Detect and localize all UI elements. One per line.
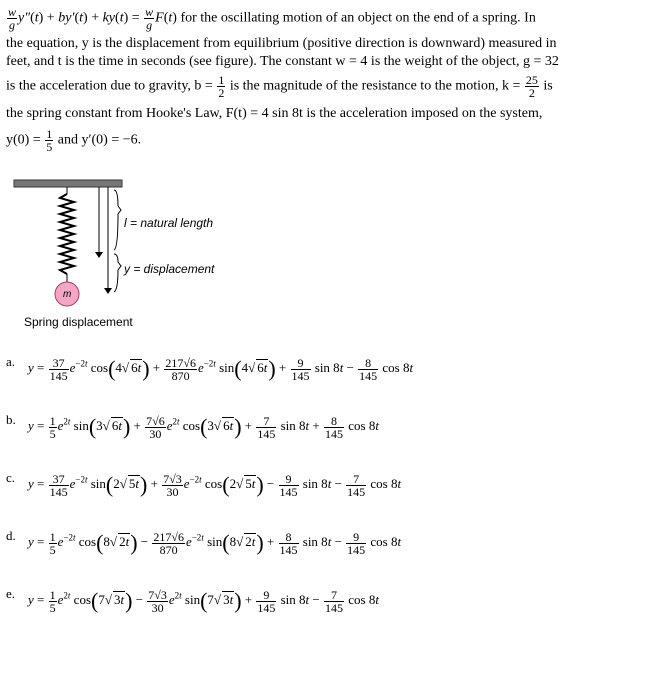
total-length-arrow <box>104 288 112 294</box>
natural-length-brace <box>114 190 121 250</box>
ceiling-bar <box>14 180 122 187</box>
spring-figure <box>12 178 252 338</box>
w-over-g-fraction: $\frac{w}{g}$ <box>8 5 17 32</box>
choice-letter: e. <box>6 586 16 601</box>
mass-label: m <box>63 289 72 300</box>
b-fraction: $\frac{1}{2}$ <box>218 73 225 100</box>
choice-d-equation: y = $\frac{1}{5}$ $e^{-2t}$ cos(8√ 2t) − $\frac{217√6}{870}$ $e^{-2t}$ sin(8√ 2t) + $\frac{8}{145}$ sin 8t − $\frac{9}{145}$ cos 8t <box>28 529 402 557</box>
natural-length-label: l = natural length <box>124 216 214 230</box>
problem-line-5: the spring constant from Hooke's Law, F(t) = 4 sin 8t is the acceleration imposed on the system, <box>6 106 543 121</box>
choice-letter: c. <box>6 470 16 485</box>
choice-b-equation: y = $\frac{1}{5}$ $e^{2t}$ sin(3√ 6t) + $\frac{7√6}{30}$ $e^{2t}$ cos(3√ 6t) + $\frac{7}{145}$ sin 8t + $\frac{8}{145}$ cos 8t <box>28 413 379 441</box>
choice-e[interactable] <box>6 582 646 638</box>
problem-line-6b: and y′(0) = −6. <box>57 132 142 148</box>
spring-coil <box>60 194 74 274</box>
problem-line-3: feet, and t is the time in seconds (see figure). The constant w = 4 is the weight of the object, g = 32 <box>6 54 559 69</box>
choice-letter: d. <box>6 528 16 543</box>
problem-line-4 <box>6 74 553 99</box>
choice-a-equation: y = $\frac{37}{145}$ $e^{-2t}$ cos(4√ 6t) + $\frac{217√6}{870}$ $e^{-2t}$ sin(4√ 6t) + $\frac{9}{145}$ sin 8t − $\frac{8}{145}$ cos 8t <box>28 355 414 383</box>
problem-line-4b: is the magnitude of the resistance to the motion, k = <box>229 78 521 94</box>
choice-c-equation: y = $\frac{37}{145}$ $e^{-2t}$ sin(2√ 5t) + $\frac{7√3}{30}$ $e^{-2t}$ cos(2√ 5t) − $\frac{9}{145}$ sin 8t − $\frac{7}{145}$ cos 8t <box>28 471 402 499</box>
problem-line-2: the equation, y is the displacement from equilibrium (positive direction is downward) measured in <box>6 36 557 51</box>
spring-diagram <box>12 178 252 318</box>
figure-caption: Spring displacement <box>24 315 133 329</box>
choice-letter: b. <box>6 412 16 427</box>
problem-line-1: $\frac{w}{g}$ y″(t) + by′(t) + ky(t) = $\frac{w}{g}$ F(t) for the oscillating motion of an object on the end of a spring. In <box>8 5 536 32</box>
problem-line-1-text: for the oscillating motion of an object on the end of a spring. In <box>180 10 536 26</box>
displacement-brace <box>114 254 121 292</box>
k-fraction: $\frac{25}{2}$ <box>525 73 538 100</box>
problem-line-6a: y(0) = <box>6 132 41 148</box>
choice-b[interactable] <box>6 408 646 464</box>
natural-length-arrow <box>95 252 103 258</box>
y0-fraction: $\frac{1}{5}$ <box>46 127 53 154</box>
choice-a[interactable] <box>6 350 646 406</box>
choice-c[interactable] <box>6 466 646 522</box>
problem-line-6 <box>6 128 141 153</box>
displacement-label: y = displacement <box>124 262 215 276</box>
choice-e-equation: y = $\frac{1}{5}$ $e^{2t}$ cos(7√ 3t) − $\frac{7√3}{30}$ $e^{2t}$ sin(7√ 3t) + $\frac{9}{145}$ sin 8t − $\frac{7}{145}$ cos 8t <box>28 587 379 615</box>
w-over-g-fraction-2: $\frac{w}{g}$ <box>145 5 154 32</box>
problem-line-4a: is the acceleration due to gravity, b = <box>6 78 213 94</box>
choice-d[interactable] <box>6 524 646 580</box>
choice-letter: a. <box>6 354 16 369</box>
problem-line-4c: is <box>543 78 553 94</box>
